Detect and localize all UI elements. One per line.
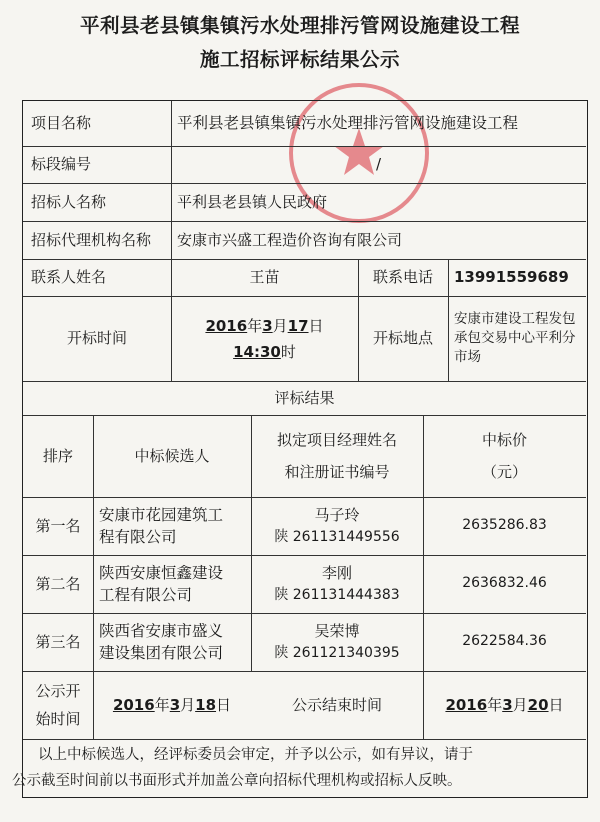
result-table [22, 100, 588, 798]
row3-company-line1: 陕西省安康市盛义 [99, 622, 224, 640]
bid-open-day: 17 [287, 316, 309, 335]
section-no-value: / [375, 155, 382, 174]
row2-company-line1: 陕西安康恒鑫建设 [99, 564, 224, 582]
row3-price: 2622584.36 [462, 633, 547, 650]
unit-day: 日 [308, 316, 324, 335]
row2-manager [251, 555, 423, 613]
bid-open-month: 3 [262, 316, 273, 335]
row1-manager-name: 马子玲 [314, 506, 360, 524]
bid-place-value: 安康市建设工程发包承包交易中心平利分市场 [454, 311, 576, 365]
row3-manager-name: 吴荣博 [314, 622, 360, 640]
bid-open-time [171, 296, 358, 381]
row1-cert: 陕 261131449556 [274, 529, 400, 545]
row2-company [93, 555, 251, 613]
bid-place-label: 开标地点 [372, 329, 433, 348]
col-candidate: 中标候选人 [134, 446, 210, 465]
tenderer-value: 平利县老县镇人民政府 [177, 192, 328, 211]
project-name-value: 平利县老县镇集镇污水处理排污管网设施建设工程 [177, 113, 519, 132]
pub-start-day: 18 [195, 695, 217, 714]
col-rank: 排序 [42, 446, 73, 465]
row3-cert: 陕 261121340395 [274, 645, 400, 661]
unit-hour: 时 [280, 342, 296, 361]
unit-day: 日 [216, 695, 232, 714]
pub-end-day: 20 [527, 695, 549, 714]
col-price-line2: （元） [481, 463, 527, 481]
document-title-line1: 平利县老县镇集镇污水处理排污管网设施建设工程 [79, 14, 520, 37]
pub-start-label-line1: 公示开 [35, 682, 81, 700]
pub-start-label-line2: 始时间 [35, 710, 81, 728]
row3-rank: 第三名 [35, 632, 81, 651]
notice-line2: 公示截至时间前以书面形式并加盖公章向招标代理机构或招标人反映。 [12, 773, 462, 789]
agency-value: 安康市兴盛工程造价咨询有限公司 [177, 230, 403, 249]
notice-text [0, 742, 600, 794]
pub-start-year: 2016 [112, 695, 155, 714]
pub-end-month: 3 [502, 695, 513, 714]
section-no-label: 标段编号 [31, 155, 92, 174]
pub-end-year: 2016 [445, 695, 488, 714]
unit-year: 年 [154, 695, 170, 714]
row2-manager-name: 李刚 [321, 564, 352, 582]
col-price-line1: 中标价 [481, 431, 527, 449]
col-manager-line1: 拟定项目经理姓名 [276, 431, 397, 449]
unit-month: 月 [512, 695, 528, 714]
result-heading: 评标结果 [274, 388, 335, 407]
bid-open-clock: 14:30 [233, 342, 281, 361]
tenderer-label: 招标人名称 [31, 192, 107, 211]
contact-value: 王苗 [249, 268, 280, 287]
unit-month: 月 [272, 316, 288, 335]
unit-day: 日 [548, 695, 564, 714]
col-manager-line2: 和注册证书编号 [284, 463, 390, 481]
row2-cert: 陕 261131444383 [274, 587, 400, 603]
row1-price: 2635286.83 [462, 517, 547, 534]
row3-manager [251, 613, 423, 671]
phone-label: 联系电话 [372, 268, 433, 287]
pub-start-month: 3 [169, 695, 181, 714]
contact-label: 联系人姓名 [31, 268, 107, 287]
unit-year: 年 [247, 316, 263, 335]
row2-rank: 第二名 [35, 574, 81, 593]
document-title-line2: 施工招标评标结果公示 [199, 48, 400, 71]
row1-company-line1: 安康市花园建筑工 [99, 506, 224, 524]
pub-start-date [93, 671, 251, 739]
row2-price: 2636832.46 [462, 575, 547, 592]
agency-label: 招标代理机构名称 [31, 230, 152, 249]
bid-open-year: 2016 [205, 316, 248, 335]
pub-start-label [23, 671, 93, 739]
project-name-label: 项目名称 [31, 114, 92, 133]
row3-company [93, 613, 251, 671]
row1-company [93, 497, 251, 555]
col-manager [251, 415, 423, 497]
phone-value: 13991559689 [454, 268, 569, 287]
pub-end-date [423, 671, 586, 739]
unit-month: 月 [180, 695, 196, 714]
pub-end-label: 公示结束时间 [291, 695, 382, 714]
row1-company-line2: 程有限公司 [99, 528, 177, 546]
unit-year: 年 [487, 695, 503, 714]
row1-manager [251, 497, 423, 555]
col-price [423, 415, 586, 497]
row3-company-line2: 建设集团有限公司 [99, 644, 224, 662]
row1-rank: 第一名 [35, 516, 81, 535]
notice-line1: 以上中标候选人，经评标委员会审定，并予以公示，如有异议，请于 [38, 747, 473, 763]
bid-open-label: 开标时间 [66, 329, 127, 348]
row2-company-line2: 工程有限公司 [99, 586, 193, 604]
